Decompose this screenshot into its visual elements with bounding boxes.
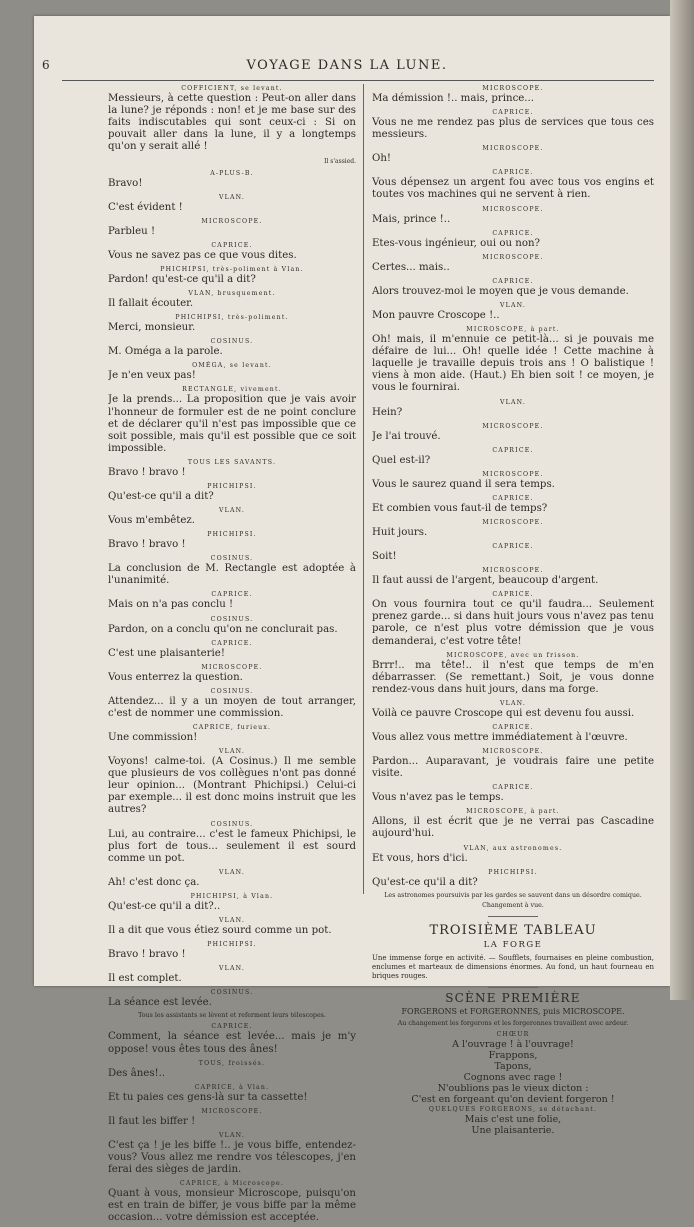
speaker-name: MICROSCOPE. — [482, 748, 544, 756]
speaker-name: VLAN, aux astronomes. — [463, 844, 563, 852]
speaker-name: CAPRICE. — [492, 784, 534, 792]
stage-direction: Tous les assistants se lèvent et referment leurs télescopes. — [138, 1012, 326, 1020]
dialogue-line: Attendez... il y a un moyen de tout arranger, c'est de nommer une commission. — [108, 695, 356, 719]
chorus-line: C'est en forgeant qu'on devient forgeron ! — [411, 1094, 615, 1106]
dialogue-line: Voilà ce pauvre Croscope qui est devenu fou aussi. — [372, 707, 635, 719]
speaker-name: COSINUS. — [210, 820, 254, 828]
dialogue-line: Soit! — [372, 551, 397, 563]
dialogue-line: Qu'est-ce qu'il a dit? — [372, 876, 478, 888]
dialogue-line: C'est évident ! — [108, 201, 183, 213]
next-page-edge — [670, 0, 694, 1000]
dialogue-line: Il faut aussi de l'argent, beaucoup d'argent. — [372, 575, 599, 587]
speaker-name: CAPRICE. — [492, 543, 534, 551]
dialogue-line: C'est une plaisanterie! — [108, 647, 225, 659]
speaker-name: VLAN. — [499, 398, 527, 406]
dialogue-line: Quant à vous, monsieur Microscope, puisqu'on est en train de biffer, je vous biffe par la même occasion... votre démission est acceptée. — [108, 1188, 356, 1224]
speaker-name: CAPRICE, à Microscope. — [179, 1180, 285, 1188]
dialogue-line: Vous n'avez pas le temps. — [372, 792, 504, 804]
speaker-name: MICROSCOPE. — [482, 518, 544, 526]
dialogue-line: Bravo ! bravo ! — [108, 949, 186, 961]
speaker-name: MICROSCOPE. — [482, 85, 544, 92]
speaker-name: TOUS LES SAVANTS. — [187, 458, 277, 466]
dialogue-line: Qu'est-ce qu'il a dit?.. — [108, 900, 221, 912]
dialogue-line: Et combien vous faut-il de temps? — [372, 502, 548, 514]
speaker-name: VLAN. — [499, 301, 527, 309]
scene-direction: Au changement les forgerons et les forgeronnes travaillent avec ardeur. — [397, 1020, 629, 1028]
left-column — [108, 84, 356, 1227]
dialogue-line: Il a dit que vous étiez sourd comme un pot. — [108, 925, 332, 937]
speaker-name: VLAN. — [218, 868, 246, 876]
speaker-name: RECTANGLE, vivement. — [182, 386, 282, 394]
dialogue-line: Qu'est-ce qu'il a dit? — [108, 490, 214, 502]
speaker-name: MICROSCOPE. — [482, 205, 544, 213]
dialogue-line: Bravo! — [108, 177, 143, 189]
header-rule — [62, 80, 654, 81]
dialogue-line: Oh! mais, il m'ennuie ce petit-là... si je pouvais me défaire de lui... Oh! quelle idée ! Cette machine à laquelle je travaille depuis trois ans ! O balistique ! viens à mon aide. (Haut.) Eh bien soit ! ce moyen, je vous le fournirai. — [372, 334, 654, 394]
speaker-name: PHICHIPSI. — [207, 531, 257, 539]
dialogue-line: Il fallait écouter. — [108, 298, 194, 310]
speaker-name: COSINUS. — [210, 338, 254, 346]
speaker-name: A-PLUS-B. — [210, 169, 254, 177]
speaker-name: CAPRICE. — [211, 639, 253, 647]
speaker-name: QUELQUES FORGERONS, se détachant. — [428, 1106, 598, 1114]
stage-direction: Il s'assied. — [324, 158, 356, 166]
dialogue-line: Hein? — [372, 406, 403, 418]
dialogue-line: Je n'en veux pas! — [108, 370, 196, 382]
speaker-name: VLAN. — [499, 699, 527, 707]
dialogue-line: Mais on n'a pas conclu ! — [108, 599, 234, 611]
dialogue-line: Vous allez vous mettre immédiatement à l'œuvre. — [372, 732, 628, 743]
scene-characters: FORGERONS et FORGERONNES, puis MICROSCOPE. — [401, 1006, 625, 1016]
final-line: Une plaisanterie. — [471, 1125, 555, 1137]
column-divider — [363, 84, 364, 894]
speaker-name: CAPRICE. — [492, 169, 534, 177]
running-title: VOYAGE DANS LA LUNE. — [246, 58, 448, 73]
chorus-line: N'oublions pas le vieux dicton : — [437, 1083, 589, 1095]
speaker-name: MICROSCOPE. — [482, 422, 544, 430]
dialogue-line: Des ânes!.. — [108, 1067, 166, 1079]
scene-title: SCÈNE PREMIÈRE — [445, 990, 581, 1005]
speaker-name: MICROSCOPE, à part. — [466, 808, 560, 816]
dialogue-line: Mon pauvre Croscope !.. — [372, 309, 500, 321]
chorus-line: Frappons, — [488, 1050, 538, 1062]
dialogue-line: Parbleu ! — [108, 225, 156, 237]
dialogue-line: Vous m'embêtez. — [108, 515, 196, 527]
tableau-subtitle: LA FORGE — [483, 939, 543, 950]
speaker-name: CAPRICE. — [492, 494, 534, 502]
speaker-name: CAPRICE, furieux. — [192, 724, 272, 731]
dialogue-line: Merci, monsieur. — [108, 322, 196, 334]
chorus-line: A l'ouvrage ! à l'ouvrage! — [452, 1039, 574, 1051]
dialogue-line: Alors trouvez-moi le moyen que je vous demande. — [372, 285, 629, 297]
speaker-name: VLAN. — [218, 917, 246, 925]
dialogue-line: Certes... mais.. — [372, 261, 450, 273]
dialogue-line: Quel est-il? — [372, 454, 431, 466]
dialogue-line: On vous fournira tout ce qu'il faudra... Seulement prenez garde... si dans huit jours vous n'avez pas tenu parole, ce n'est plus votre démission que je vous demanderai, c'est votre tête! — [372, 599, 654, 647]
dialogue-line: Allons, il est écrit que je ne verrai pas Cascadine aujourd'hui. — [372, 816, 654, 840]
dialogue-line: Il est complet. — [108, 973, 182, 985]
speaker-name: MICROSCOPE. — [201, 663, 263, 671]
dialogue-line: Voyons! calme-toi. (A Cosinus.) Il me semble que plusieurs de vos collègues n'ont pas donné leur opinion... (Montrant Phichipsi.) Celui-ci par exemple... il est donc moins instruit que les autres? — [108, 756, 356, 816]
dialogue-line: Je la prends... La proposition que je vais avoir l'honneur de formuler est de ne point conclure et de déclarer qu'il n'est pas impossible que ce soit possible, mais qu'il est possible que ce soit impossible. — [108, 394, 356, 454]
dialogue-line: Vous ne me rendez pas plus de services que tous ces messieurs. — [372, 117, 654, 141]
stage-direction: Les astronomes poursuivis par les gardes se sauvent dans un désordre comique. — [384, 891, 642, 899]
speaker-name: COSINUS. — [210, 555, 254, 563]
dialogue-line: Vous ne savez pas ce que vous dites. — [108, 249, 297, 261]
speaker-name: COSINUS. — [210, 615, 254, 623]
dialogue-line: Etes-vous ingénieur, oui ou non? — [372, 237, 540, 249]
dialogue-line: Mais, prince !.. — [372, 213, 451, 225]
dialogue-line: Huit jours. — [372, 526, 428, 538]
dialogue-line: Bravo ! bravo ! — [108, 466, 186, 478]
chorus-line: Cognons avec rage ! — [463, 1072, 563, 1084]
section-separator — [488, 987, 538, 988]
speaker-name: PHICHIPSI, très-poliment à Vlan. — [160, 265, 304, 273]
speaker-name: CAPRICE. — [211, 591, 253, 599]
dialogue-line: La séance est levée. — [108, 997, 212, 1009]
dialogue-line: Comment, la séance est levée... mais je m'y oppose! vous êtes tous des ânes! — [108, 1031, 356, 1055]
speaker-name: PHICHIPSI. — [207, 482, 257, 490]
dialogue-line: Vous dépensez un argent fou avec tous vos engins et toutes vos machines qui ne servent à rien. — [372, 177, 654, 201]
dialogue-line: La conclusion de M. Rectangle est adoptée à l'unanimité. — [108, 563, 356, 587]
dialogue-line: Et tu paies ces gens-là sur ta cassette! — [108, 1091, 308, 1103]
dialogue-line: Il faut les biffer ! — [108, 1115, 196, 1127]
dialogue-line: Oh! — [372, 153, 392, 165]
speaker-name: MICROSCOPE, à part. — [466, 326, 560, 334]
speaker-name: VLAN. — [218, 507, 246, 515]
speaker-name: CAPRICE. — [492, 229, 534, 237]
speaker-name: CAPRICE. — [492, 109, 534, 117]
dialogue-line: Vous le saurez quand il sera temps. — [372, 478, 555, 490]
chorus-label: CHŒUR — [496, 1031, 530, 1039]
dialogue-line: Messieurs, à cette question : Peut-on aller dans la lune? je réponds : non! et je me base sur des faits indiscutables qui sont ceux-ci : Si on pouvait aller dans la lune, il y a longtemps qu'on y serait allé ! — [108, 93, 356, 153]
speaker-name: MICROSCOPE. — [201, 1107, 263, 1115]
speaker-name: CAPRICE. — [492, 724, 534, 731]
speaker-name: CAPRICE, à Vlan. — [194, 1083, 270, 1091]
right-column — [372, 84, 654, 1136]
dialogue-line: Pardon! qu'est-ce qu'il a dit? — [108, 273, 256, 285]
speaker-name: CAPRICE. — [211, 241, 253, 249]
speaker-name: MICROSCOPE. — [482, 470, 544, 478]
dialogue-line: Ma démission !.. mais, prince... — [372, 93, 535, 104]
dialogue-line: Ah! c'est donc ça. — [108, 876, 200, 888]
right-column-dialogue — [372, 84, 654, 910]
dialogue-line: Pardon, on a conclu qu'on ne conclurait pas. — [108, 623, 338, 635]
dialogue-line: Brrr!.. ma tête!.. il n'est que temps de m'en débarrasser. (Se remettant.) Soit, je vous donne rendez-vous dans huit jours, dans ma forge. — [372, 659, 654, 695]
dialogue-line: Une commission! — [108, 732, 198, 743]
speaker-name: VLAN. — [218, 748, 246, 756]
section-separator — [488, 916, 538, 917]
dialogue-line: Et vous, hors d'ici. — [372, 852, 468, 864]
speaker-name: PHICHIPSI. — [488, 868, 538, 876]
speaker-name: CAPRICE. — [492, 591, 534, 599]
speaker-name: OMÉGA, se levant. — [192, 362, 272, 370]
stage-direction: Changement à vue. — [482, 901, 544, 909]
dialogue-line: Bravo ! bravo ! — [108, 539, 186, 551]
speaker-name: COFFICIENT, se levant. — [181, 85, 283, 92]
dialogue-line: C'est ça ! je les biffe !.. je vous biffe, entendez-vous? Vous allez me rendre vos télescopes, j'en ferai des sièges de jardin. — [108, 1139, 356, 1176]
speaker-name: VLAN, brusquement. — [188, 290, 276, 298]
speaker-name: MICROSCOPE. — [482, 145, 544, 153]
speaker-name: CAPRICE. — [211, 1023, 253, 1031]
speaker-name: CAPRICE. — [492, 446, 534, 454]
chorus-line: Tapons, — [494, 1061, 532, 1073]
dialogue-line: M. Oméga a la parole. — [108, 346, 223, 358]
speaker-name: VLAN. — [218, 965, 246, 973]
speaker-name: MICROSCOPE. — [482, 253, 544, 261]
final-line: Mais c'est une folie, — [464, 1114, 562, 1126]
speaker-name: MICROSCOPE, avec un frisson. — [446, 651, 580, 659]
page-number: 6 — [42, 58, 50, 72]
tableau-description: Une immense forge en activité. — Soufflets, fournaises en pleine combustion, enclumes et marteaux de dimensions énormes. Au fond, un haut fourneau en briques rouges. — [372, 953, 654, 980]
dialogue-line: Je l'ai trouvé. — [372, 430, 441, 442]
speaker-name: TOUS, froissés. — [198, 1059, 266, 1067]
speaker-name: PHICHIPSI. — [207, 941, 257, 949]
speaker-name: VLAN. — [218, 1131, 246, 1139]
dialogue-line: Lui, au contraire... c'est le fameux Phichipsi, le plus fort de tous... seulement il est sourd comme un pot. — [108, 828, 356, 864]
speaker-name: PHICHIPSI, à Vlan. — [190, 892, 274, 900]
tableau-title: TROISIÈME TABLEAU — [429, 922, 597, 938]
speaker-name: COSINUS. — [210, 989, 254, 997]
speaker-name: MICROSCOPE. — [482, 567, 544, 575]
speaker-name: COSINUS. — [210, 687, 254, 695]
dialogue-line: Pardon... Auparavant, je voudrais faire une petite visite. — [372, 756, 654, 780]
speaker-name: MICROSCOPE. — [201, 217, 263, 225]
speaker-name: CAPRICE. — [492, 277, 534, 285]
speaker-name: VLAN. — [218, 193, 246, 201]
dialogue-line: Vous enterrez la question. — [108, 671, 243, 683]
speaker-name: PHICHIPSI, très-poliment. — [175, 314, 289, 322]
